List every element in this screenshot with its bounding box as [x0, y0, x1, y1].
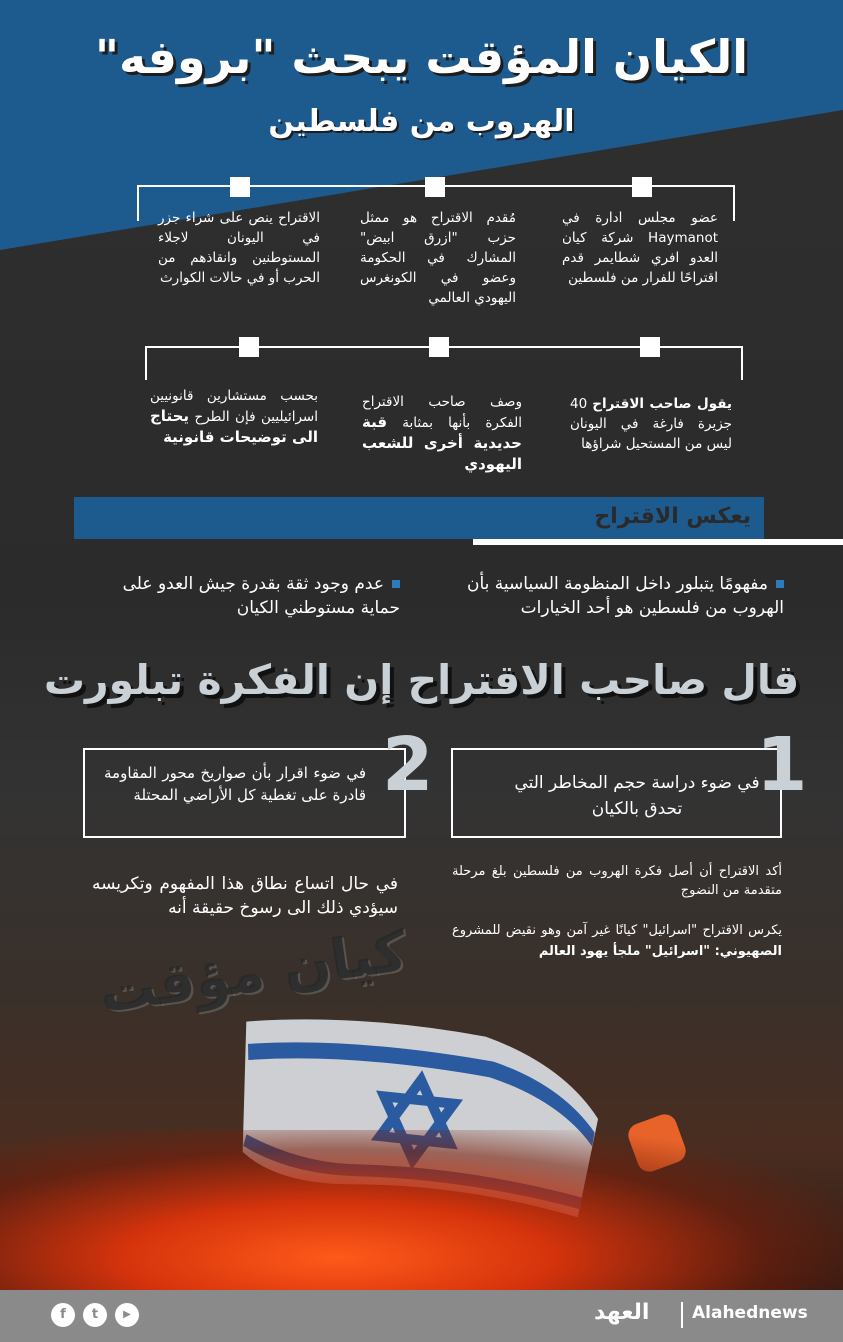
point-box-1	[451, 748, 782, 838]
page-subtitle: الهروب من فلسطين	[268, 104, 575, 139]
bullet-item	[432, 572, 784, 620]
bullet-text: مفهومًا يتبلور داخل المنظومة السياسية بأن الهروب من فلسطين هو أحد الخيارات	[467, 574, 784, 618]
fact-bold: يقول صاحب الاقتراح	[592, 396, 732, 412]
fact-item: الاقتراح ينص على شراء جزر في اليونان لاجلاء المستوطنين وانقاذهم من الحرب أو في حالات الكوارث	[158, 210, 320, 286]
facts-row2-marker	[239, 337, 259, 357]
section-underline	[473, 539, 843, 545]
bullet-square-icon	[776, 580, 784, 588]
point-box-2	[83, 748, 406, 838]
fact-item: مُقدم الاقتراح هو ممثل حزب "ازرق ابيض" المشارك في الحكومة وعضو في الكونغرس اليهودي العالمي	[360, 210, 516, 306]
bullet-square-icon	[392, 580, 400, 588]
brand-separator	[681, 1302, 683, 1328]
note-expand: في حال اتساع نطاق هذا المفهوم وتكريسه سيؤدي ذلك الى رسوخ حقيقة أنه	[92, 874, 398, 918]
facts-row1-marker	[230, 177, 250, 197]
section-title: يعكس الاقتراح	[594, 504, 751, 529]
page-title: الكيان المؤقت يبحث "بروفه"	[94, 30, 748, 84]
fact-text: بحسب مستشارين قانونيين اسرائيليين فإن الطرح	[150, 388, 318, 425]
point-text: في ضوء اقرار بأن صواريخ محور المقاومة قادرة على تغطية كل الأراضي المحتلة	[104, 764, 366, 804]
stamp-text: كيان مؤقت	[95, 918, 411, 1027]
bullet-item	[82, 572, 400, 620]
fact-text: وصف صاحب الاقتراح الفكرة بأنها بمثابة	[362, 394, 522, 431]
fact-bold: يحتاج الى توضيحات قانونية	[150, 407, 318, 446]
facebook-icon[interactable]: f	[51, 1303, 75, 1327]
fact-text: 40 جزيرة فارغة في اليونان ليس من المستحيل شراؤها	[570, 396, 732, 452]
idea-title: قال صاحب الاقتراح إن الفكرة تبلورت	[43, 656, 800, 704]
fact-item	[362, 392, 522, 475]
youtube-icon[interactable]: ▶	[115, 1303, 139, 1327]
fact-item: عضو مجلس ادارة في Haymanot شركة كيان العدو افري شطايمر قدم اقتراحًا للفرار من فلسطين	[562, 210, 718, 286]
point-number: 2	[382, 722, 434, 808]
brand-name: Alahednews	[692, 1303, 808, 1323]
fire-illustration	[0, 1130, 843, 1290]
fact-bold: قبة حديدية أخرى للشعب اليهودي	[362, 413, 522, 473]
facts-row2-marker	[429, 337, 449, 357]
point-number: 1	[756, 722, 808, 808]
point-text: في ضوء دراسة حجم المخاطر التي تحدق بالكيان	[514, 773, 760, 819]
note-bold: الصهيوني: "اسرائيل" ملجأ يهود العالم	[538, 944, 782, 959]
facts-row2-marker	[640, 337, 660, 357]
note-text: يكرس الاقتراح "اسرائيل" كيانًا غير آمن وهو نقيض للمشروع	[452, 923, 782, 938]
fact-item	[570, 394, 732, 454]
note-confirm: أكد الاقتراح أن أصل فكرة الهروب من فلسطين بلغ مرحلة متقدمة من النضوج	[452, 864, 782, 898]
fact-item	[150, 386, 318, 448]
brand-logo-arabic: العهد	[594, 1300, 650, 1325]
note-enshrine	[452, 920, 782, 962]
twitter-icon[interactable]: t	[83, 1303, 107, 1327]
facts-row1-marker	[425, 177, 445, 197]
facts-row1-marker	[632, 177, 652, 197]
bullet-text: عدم وجود ثقة بقدرة جيش العدو على حماية مستوطني الكيان	[122, 574, 400, 618]
